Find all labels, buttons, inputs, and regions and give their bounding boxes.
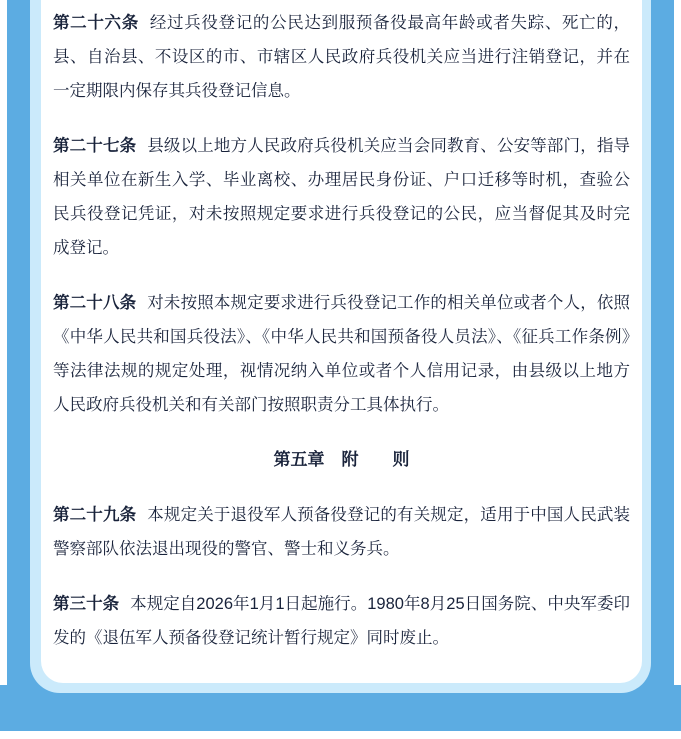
- chapter-heading: 第五章 附 则: [273, 450, 410, 469]
- article-30-label: 第三十条: [53, 595, 120, 613]
- article-30-text: 本规定自2026年1月1日起施行。1980年8月25日国务院、中央军委印发的《退伍军人预备役登记统计暂行规定》同时废止。: [53, 595, 631, 647]
- article-26-text: 经过兵役登记的公民达到服预备役最高年龄或者失踪、死亡的，县、自治县、不设区的市、市辖区人民政府兵役机关应当进行注销登记，并在一定期限内保存其兵役登记信息。: [53, 14, 630, 100]
- article-27-paragraph: [53, 129, 630, 265]
- article-29-paragraph: [53, 498, 630, 566]
- article-27-text: 县级以上地方人民政府兵役机关应当会同教育、公安等部门，指导相关单位在新生入学、毕业离校、办理居民身份证、户口迁移等时机，查验公民兵役登记凭证，对未按照规定要求进行兵役登记的公民，应当督促其及时完成登记。: [53, 137, 631, 257]
- article-30-paragraph: [53, 587, 630, 655]
- article-27-label: 第二十七条: [53, 137, 137, 155]
- article-28-paragraph: [53, 286, 630, 422]
- article-29-label: 第二十九条: [53, 506, 137, 524]
- document-card: [41, 0, 642, 683]
- article-29-text: 本规定关于退役军人预备役登记的有关规定，适用于中国人民武装警察部队依法退出现役的警官、警士和义务兵。: [53, 506, 631, 558]
- article-26-label: 第二十六条: [53, 14, 139, 32]
- article-26-paragraph: [53, 6, 630, 108]
- article-28-text: 对未按照本规定要求进行兵役登记工作的相关单位或者个人，依照《中华人民共和国兵役法》、《中华人民共和国预备役人员法》、《征兵工作条例》等法律法规的规定处理，视情况纳入单位或者个人信用记录，由县级以上地方人民政府兵役机关和有关部门按照职责分工具体执行。: [53, 294, 631, 414]
- article-28-label: 第二十八条: [53, 294, 137, 312]
